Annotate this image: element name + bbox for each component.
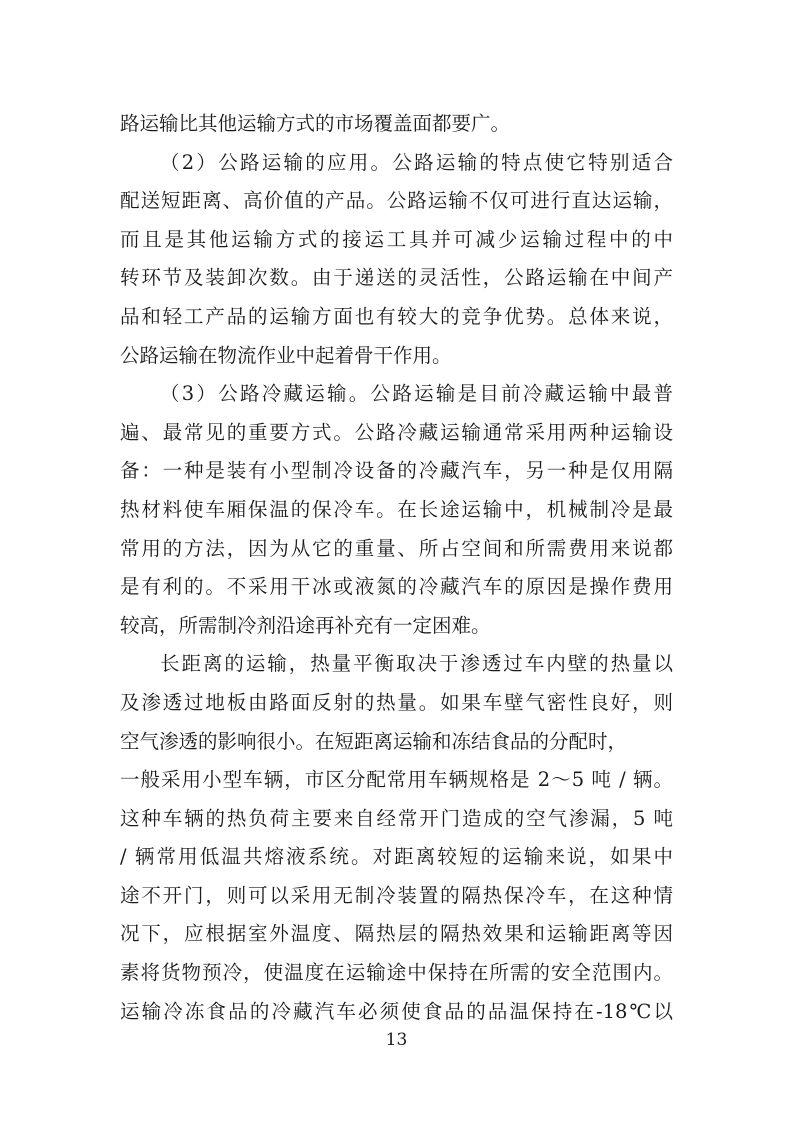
text-line: 热材料使车厢保温的保冷车。在长途运输中，机械制冷是最: [120, 497, 673, 521]
text-line: 是有利的。不采用干冰或液氮的冷藏汽车的原因是操作费用: [120, 575, 673, 599]
text-line: 长距离的运输，热量平衡取决于渗透过车内壁的热量以: [160, 652, 673, 676]
page-number: 13: [385, 1030, 408, 1050]
paragraph-long-distance: [120, 645, 673, 1031]
text-line: 转环节及装卸次数。由于递送的灵活性，公路运输在中间产: [120, 266, 673, 290]
text-line: 品和轻工产品的运输方面也有较大的竞争优势。总体来说，: [120, 304, 673, 328]
text-line: 素将货物预冷，使温度在运输途中保持在所需的安全范围内。: [120, 961, 673, 985]
text-line: 常用的方法，因为从它的重量、所占空间和所需费用来说都: [120, 536, 673, 560]
text-line: 空气渗透的影响很小。在短距离运输和冻结食品的分配时，: [120, 729, 628, 753]
body-text: [120, 105, 673, 1031]
text-line: （3）公路冷藏运输。公路运输是目前冷藏运输中最普: [160, 382, 673, 406]
text-line: 况下，应根据室外温度、隔热层的隔热效果和运输距离等因: [120, 922, 673, 946]
text-line: 运输冷冻食品的冷藏汽车必须使食品的品温保持在-18℃以: [120, 999, 673, 1023]
text-line: 备：一种是装有小型制冷设备的冷藏汽车，另一种是仅用隔: [120, 459, 673, 483]
text-line: 遍、最常见的重要方式。公路冷藏运输通常采用两种运输设: [120, 420, 673, 444]
text-line: 途不开门，则可以采用无制冷装置的隔热保冷车，在这种情: [120, 883, 673, 907]
text-line: 一般采用小型车辆，市区分配常用车辆规格是 2～5 吨 / 辆。: [120, 768, 673, 792]
text-line: 及渗透过地板由路面反射的热量。如果车壁气密性良好，则: [120, 690, 673, 714]
text-line: 配送短距离、高价值的产品。公路运输不仅可进行直达运输，: [120, 189, 673, 213]
text-line: / 辆常用低温共熔液系统。对距离较短的运输来说，如果中: [120, 845, 673, 869]
paragraph-road-refrigerated: [120, 375, 673, 645]
text-line: 较高，所需制冷剂沿途再补充有一定困难。: [120, 613, 491, 637]
text-line: 而且是其他运输方式的接运工具并可减少运输过程中的中: [120, 227, 673, 251]
text-line: （2）公路运输的应用。公路运输的特点使它特别适合: [160, 150, 673, 174]
paragraph-continuation: [120, 105, 673, 144]
text-line: 公路运输在物流作业中起着骨干作用。: [120, 343, 452, 367]
paragraph-road-application: [120, 144, 673, 376]
text-line: 这种车辆的热负荷主要来自经常开门造成的空气渗漏，5 吨: [120, 806, 673, 830]
text-line: 路运输比其他运输方式的市场覆盖面都要广。: [120, 112, 511, 135]
